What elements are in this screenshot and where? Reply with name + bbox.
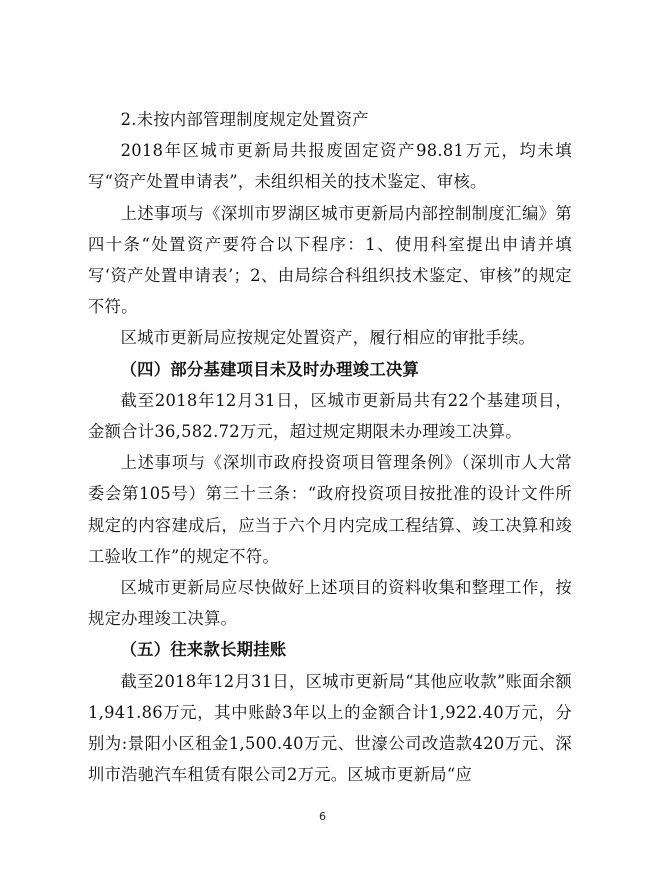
section-subheading-asset-disposal: 2.未按内部管理制度规定处置资产 — [120, 110, 369, 129]
section-heading-construction-settlement: （四）部分基建项目未及时办理竣工决算 — [120, 359, 420, 379]
paragraph-construction-recommendation: 区城市更新局应尽快做好上述项目的资料收集和整理工作，按规定办理竣工决算。 — [88, 578, 572, 629]
page-number: 6 — [319, 810, 326, 823]
paragraph-investment-regulation: 上述事项与《深圳市政府投资项目管理条例》（深圳市人大常委会第105号）第三十三条：“政府投资项目按批准的设计文件所规定的内容建成后，应当于六个月内完成工程结算、竣工决算和竣工验收工作”的规定不符。 — [88, 453, 572, 566]
document-body — [88, 104, 572, 790]
paragraph-other-receivables: 截至2018年12月31日，区城市更新局“其他应收款”账面余额1,941.86万元，其中账龄3年以上的金额合计1,922.40万元，分别为:景阳小区租金1,500.40万元、世濠公司改造款420万元、深圳市浩驰汽车租赁有限公司2万元。区城市更新局“应 — [88, 671, 572, 785]
section-heading-long-term-accounts: （五）往来款长期挂账 — [120, 640, 287, 660]
paragraph-asset-scrap: 2018年区城市更新局共报废固定资产98.81万元，均未填写“资产处置申请表”，未组织相关的技术鉴定、审核。 — [88, 141, 572, 192]
paragraph-construction-projects: 截至2018年12月31日，区城市更新局共有22个基建项目，金额合计36,582.72万元，超过规定期限未办理竣工决算。 — [88, 390, 572, 442]
paragraph-asset-recommendation: 区城市更新局应按规定处置资产，履行相应的审批手续。 — [120, 328, 536, 348]
paragraph-internal-control-rule: 上述事项与《深圳市罗湖区城市更新局内部控制制度汇编》第四十条“处置资产要符合以下程序：1、使用科室提出申请并填写‘资产处置申请表’；2、由局综合科组织技术鉴定、审核”的规定不符。 — [88, 203, 572, 317]
